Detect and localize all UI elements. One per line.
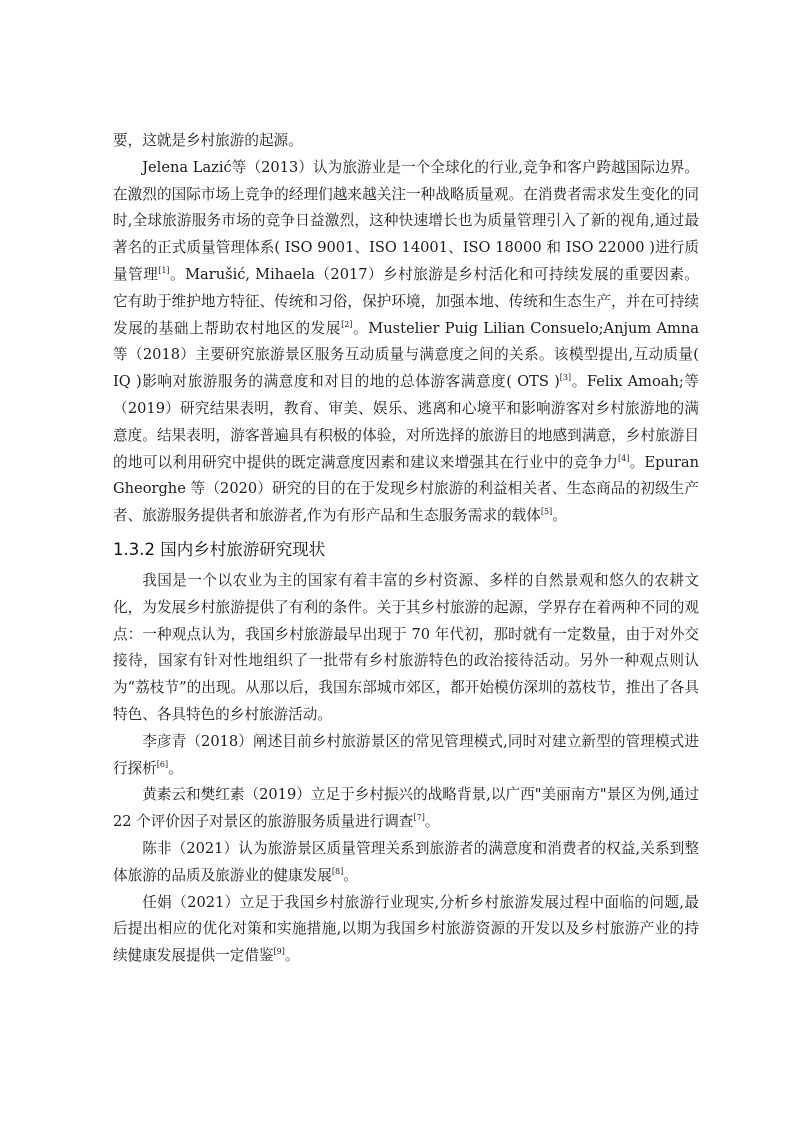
citation-marker: [5] <box>540 507 553 517</box>
paragraph-text: 李彦青（2018）阐述目前乡村旅游景区的常见管理模式,同时对建立新型的管理模式进行探析 <box>113 732 699 777</box>
citation-marker: [6] <box>156 759 169 769</box>
paragraph-text: 黄素云和樊红素（2019）立足于乡村振兴的战略背景,以广西"美丽南方"景区为例,通过 22 个评价因子对景区的旅游服务质量进行调查 <box>113 786 699 831</box>
domestic-research-section <box>113 568 699 970</box>
paragraph-text: 。 <box>343 866 358 884</box>
paragraph <box>113 568 699 729</box>
citation-marker: [9] <box>273 947 285 957</box>
paragraph-text: 我国是一个以农业为主的国家有着丰富的乡村资源、多样的自然景观和悠久的农耕文化，为发展乡村旅游提供了有利的条件。关于其乡村旅游的起源，学界存在着两种不同的观点：一种观点认为，我国乡村旅游最早出现于 70 年代初，那时就有一定数量，由于对外交接待，国家有针对性地组织了一批带有乡村旅游特色的政治接待活动。另外一种观点则认为“荔枝节”的出现。从那以后，我国东部城市郊区，都开始模仿深圳的荔枝节，推出了各具特色、各具特色的乡村旅游活动。 <box>113 571 699 723</box>
citation-marker: [3] <box>559 373 572 383</box>
document-page <box>113 128 699 970</box>
paragraph <box>113 155 699 530</box>
paragraph-text: 。Felix Amoah;等（2019）研究结果表明，教育、审美、娱乐、逃离和心境平和影响游客对乡村旅游地的满意度。结果表明，游客普遍具有积极的体验，对所选择的旅游目的地感到满意，乡村旅游目的地可以利用研究中提供的既定满意度因素和建议来增强其在行业中的竞争力 <box>113 373 699 471</box>
citation-marker: [4] <box>618 453 630 463</box>
paragraph <box>113 890 699 970</box>
citation-marker: [1] <box>158 265 170 275</box>
paragraph <box>113 836 699 890</box>
paragraph-text: 。Mustelier Puig Lilian Consuelo;Anjum Amna 等（2018）主要研究旅游景区服务互动质量与满意度之间的关系。该模型提出,互动质量( IQ )影响对旅游服务的满意度和对目的地的总体游客满意度( OTS ) <box>113 319 699 391</box>
paragraph-text: 要，这就是乡村旅游的起源。 <box>113 132 303 149</box>
paragraph <box>113 729 699 783</box>
section-heading: 1.3.2 国内乡村旅游研究现状 <box>113 539 326 559</box>
paragraph-text: 陈非（2021）认为旅游景区质量管理关系到旅游者的满意度和消费者的权益,关系到整体旅游的品质及旅游业的健康发展 <box>113 839 699 884</box>
paragraph-text: 。 <box>552 507 567 525</box>
citation-marker: [8] <box>331 866 344 876</box>
paragraph <box>113 128 699 155</box>
paragraph-text: 。 <box>284 947 300 965</box>
paragraph <box>113 782 699 836</box>
paragraph-text: Jelena Lazić等（2013）认为旅游业是一个全球化的行业,竞争和客户跨越国际边界。在激烈的国际市场上竞争的经理们越来越关注一种战略质量观。在消费者需求发生变化的同时,全球旅游服务市场的竞争日益激烈，这种快速增长也为质量管理引入了新的视角,通过最著名的正式质量管理体系( ISO 9001、ISO 14001、ISO 18000 和 ISO 22000 )进行质量管理 <box>113 158 699 283</box>
citation-marker: [2] <box>341 319 353 329</box>
paragraph-text: 。Epuran Gheorghe 等（2020）研究的目的在于发现乡村旅游的利益相关者、生态商品的初级生产者、旅游服务提供者和旅游者,作为有形产品和生态服务需求的载体 <box>113 453 699 525</box>
paragraph-text: 。 <box>424 813 440 831</box>
foreign-research-section <box>113 128 699 530</box>
paragraph-text: 。Marušić, Mihaela（2017）乡村旅游是乡村活化和可持续发展的重要因素。它有助于维护地方特征、传统和习俗，保护环境，加强本地、传统和生态生产，并在可持续发展的基础上帮助农村地区的发展 <box>113 265 699 337</box>
paragraph-text: 任娟（2021）立足于我国乡村旅游行业现实,分析乡村旅游发展过程中面临的问题,最后提出相应的优化对策和实施措施,以期为我国乡村旅游资源的开发以及乡村旅游产业的持续健康发展提供一定借鉴 <box>113 893 699 965</box>
paragraph-text: 。 <box>168 759 183 777</box>
citation-marker: [7] <box>413 813 425 823</box>
